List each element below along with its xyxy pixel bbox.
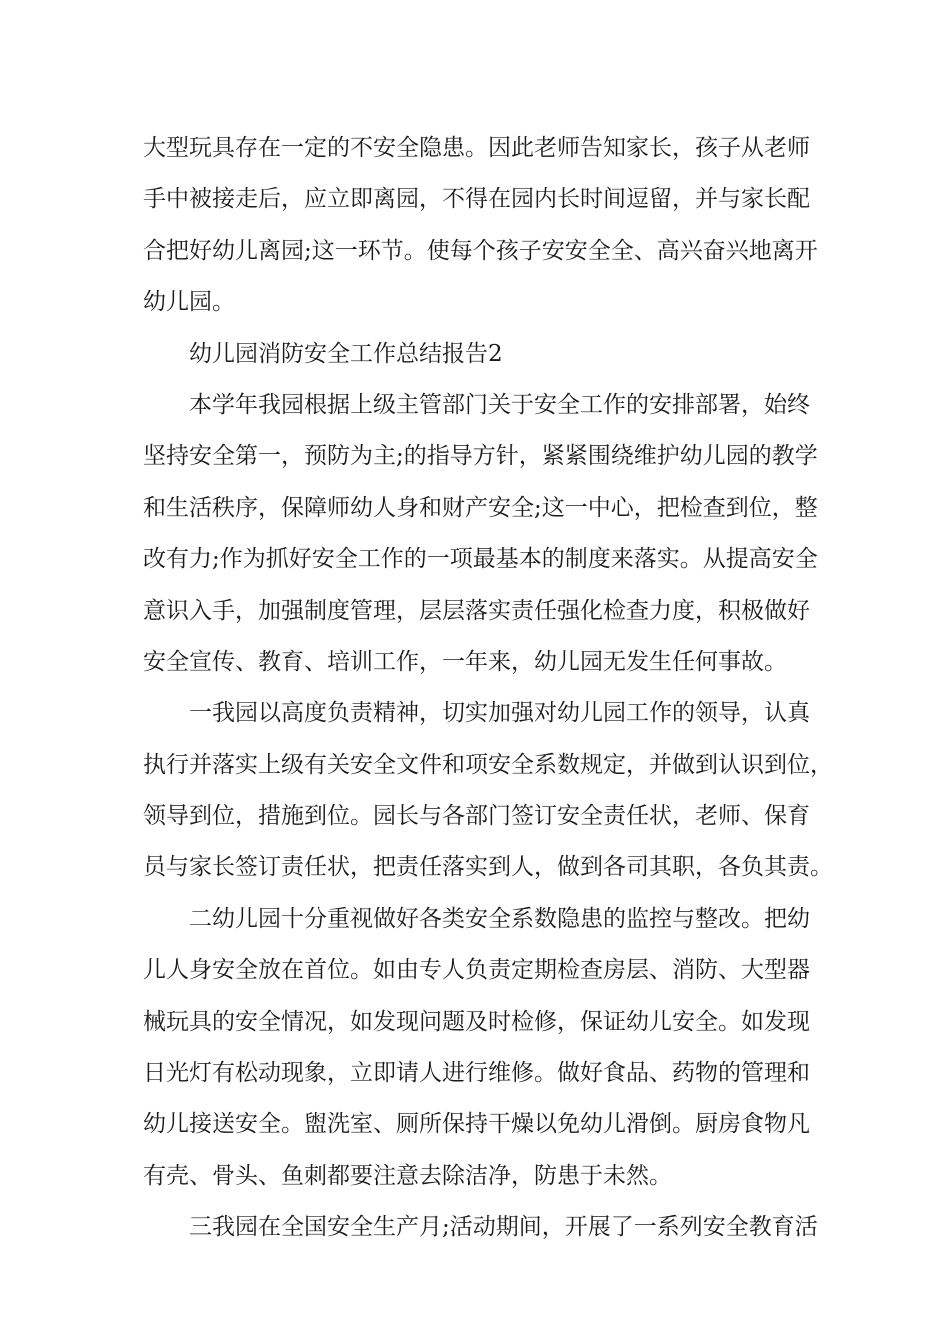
- text-line: 坚持安全第一，预防为主;的指导方针，紧紧围绕维护幼儿园的教学: [143, 443, 818, 470]
- text-line: 手中被接走后，应立即离园，不得在园内长时间逗留，并与家长配: [143, 186, 810, 213]
- paragraph-start-line: 本学年我园根据上级主管部门关于安全工作的安排部署，始终: [189, 391, 810, 418]
- text-line: 意识入手，加强制度管理，层层落实责任强化检查力度，积极做好: [143, 597, 810, 624]
- section-heading: 幼儿园消防安全工作总结报告2: [189, 340, 503, 367]
- text-line: 领导到位，措施到位。园长与各部门签订安全责任状，老师、保育: [143, 803, 810, 830]
- paragraph-start-line: 一我园以高度负责精神，切实加强对幼儿园工作的领导，认真: [189, 700, 810, 727]
- text-line: 改有力;作为抓好安全工作的一项最基本的制度来落实。从提高安全: [143, 546, 818, 573]
- text-line: 儿人身安全放在首位。如由专人负责定期检查房层、消防、大型器: [143, 957, 810, 984]
- text-line: 和生活秩序，保障师幼人身和财产安全;这一中心，把检查到位，整: [143, 494, 818, 521]
- text-line: 械玩具的安全情况，如发现问题及时检修，保证幼儿安全。如发现: [143, 1008, 810, 1035]
- paragraph-start-line: 二幼儿园十分重视做好各类安全系数隐患的监控与整改。把幼: [189, 905, 810, 932]
- text-line: 大型玩具存在一定的不安全隐患。因此老师告知家长，孩子从老师: [143, 135, 810, 161]
- text-line: 日光灯有松动现象，立即请人进行维修。做好食品、药物的管理和: [143, 1060, 810, 1087]
- document-body: [143, 123, 833, 1254]
- text-line: 幼儿园。: [143, 289, 235, 316]
- text-line: 有壳、骨头、鱼刺都要注意去除洁净，防患于未然。: [143, 1162, 672, 1189]
- text-line: 执行并落实上级有关安全文件和项安全系数规定，并做到认识到位，: [143, 751, 833, 778]
- text-line: 员与家长签订责任状，把责任落实到人，做到各司其职，各负其责。: [143, 854, 833, 881]
- paragraph-start-line: 三我园在全国安全生产月;活动期间，开展了一系列安全教育活: [189, 1214, 818, 1241]
- text-line: 合把好幼儿离园;这一环节。使每个孩子安安全全、高兴奋兴地离开: [143, 237, 818, 264]
- text-line: 安全宣传、教育、培训工作，一年来，幼儿园无发生任何事故。: [143, 648, 787, 675]
- text-line: 幼儿接送安全。盥洗室、厕所保持干燥以免幼儿滑倒。厨房食物凡: [143, 1111, 810, 1138]
